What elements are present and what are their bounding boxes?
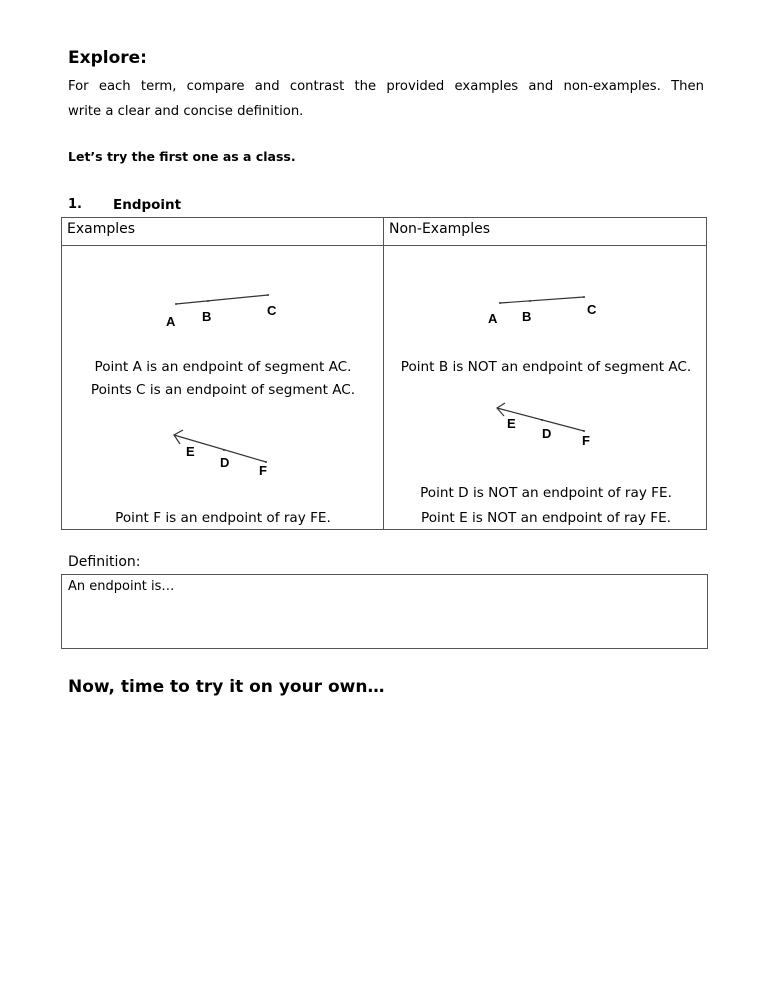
label-d: D <box>542 426 552 441</box>
instructions-line-2: write a clear and concise definition. <box>68 104 304 119</box>
example-caption-3: Point F is an endpoint of ray FE. <box>115 510 331 526</box>
point-c-dot <box>583 296 585 298</box>
nonexample-caption-2: Point D is NOT an endpoint of ray FE. <box>420 485 672 501</box>
instructions <box>68 74 704 124</box>
label-d: D <box>220 455 230 470</box>
nonexamples-header: Non-Examples <box>384 218 707 246</box>
label-a: A <box>488 311 498 326</box>
definition-prompt: An endpoint is… <box>68 579 175 594</box>
segment-line <box>176 295 268 304</box>
nonexamples-cell <box>384 246 707 530</box>
nonexample-caption-1: Point B is NOT an endpoint of segment AC. <box>400 359 692 375</box>
class-note: Let’s try the first one as a class. <box>68 149 296 164</box>
label-f: F <box>582 433 590 448</box>
label-a: A <box>166 314 176 329</box>
label-e: E <box>507 416 516 431</box>
label-b: B <box>522 309 532 324</box>
point-d-dot <box>541 419 543 421</box>
label-c: C <box>587 302 597 317</box>
definition-box[interactable] <box>61 574 708 649</box>
section-heading: Explore: <box>68 48 147 68</box>
point-a-dot <box>175 303 177 305</box>
example-caption-2: Points C is an endpoint of segment AC. <box>90 382 356 398</box>
label-b: B <box>202 309 212 324</box>
instructions-line-1: For each term, compare and contrast the provided examples and non-examples. Then <box>68 79 704 94</box>
point-d-dot <box>223 449 225 451</box>
closing-heading: Now, time to try it on your own… <box>68 677 385 697</box>
examples-table <box>61 217 707 530</box>
definition-label: Definition: <box>68 554 141 570</box>
nonexample-caption-3: Point E is NOT an endpoint of ray FE. <box>421 510 671 526</box>
label-c: C <box>267 303 277 318</box>
label-f: F <box>259 463 267 478</box>
item-number: 1. <box>68 197 82 212</box>
item-term: Endpoint <box>113 197 182 213</box>
segment-line <box>500 297 584 303</box>
point-b-dot <box>207 300 209 302</box>
point-a-dot <box>499 302 501 304</box>
point-c-dot <box>267 294 269 296</box>
label-e: E <box>186 444 195 459</box>
examples-header: Examples <box>62 218 384 246</box>
example-caption-1: Point A is an endpoint of segment AC. <box>94 359 352 375</box>
examples-cell <box>62 246 384 530</box>
point-f-dot <box>583 430 585 432</box>
point-b-dot <box>529 300 531 302</box>
